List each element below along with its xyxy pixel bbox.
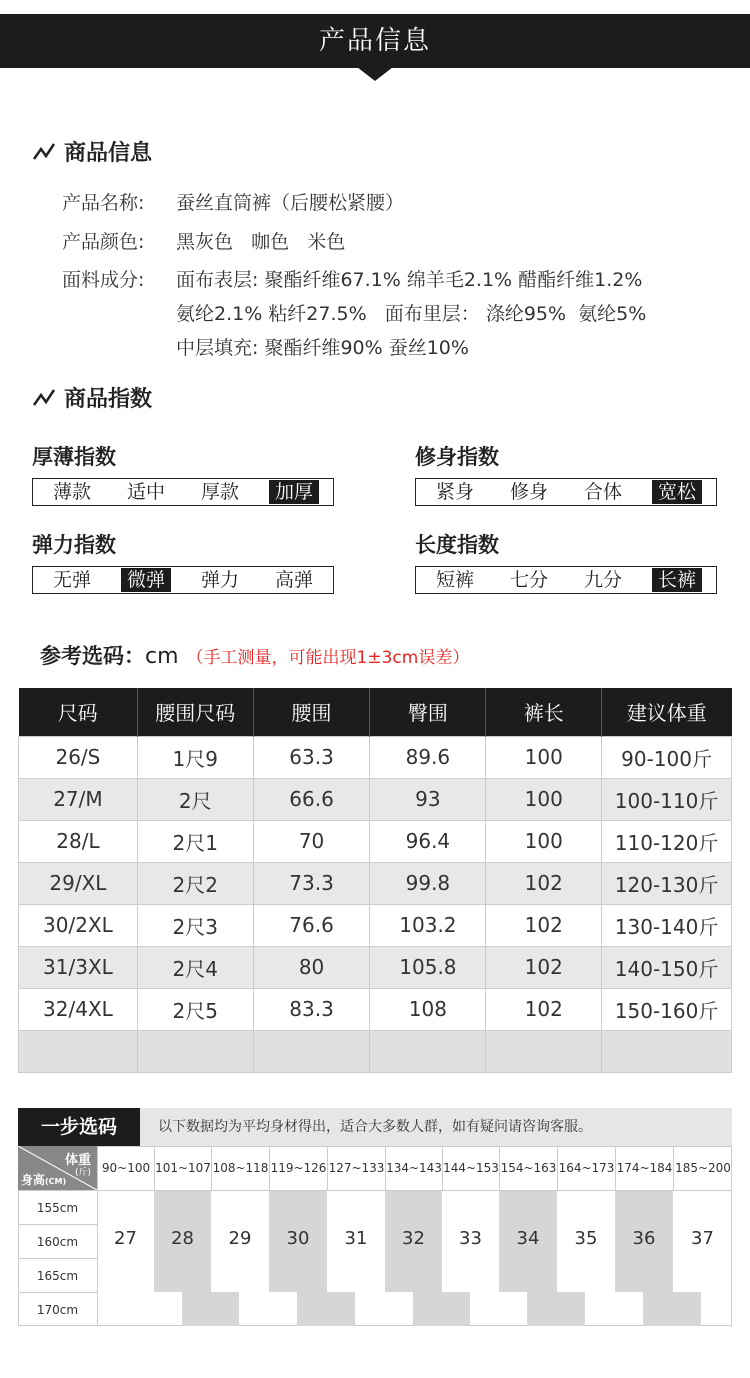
recommended-size: 35 xyxy=(574,1228,598,1249)
size-shade-step xyxy=(527,1292,557,1326)
recommended-size: 30 xyxy=(286,1228,310,1249)
size-table-cell: 100 xyxy=(486,736,602,778)
size-shade-step xyxy=(442,1292,470,1326)
size-table-cell: 100-110斤 xyxy=(602,778,732,820)
thickness-index-title: 厚薄指数 xyxy=(32,445,116,469)
size-table-cell: 110-120斤 xyxy=(602,820,732,862)
color-value: 黑灰色 咖色 米色 xyxy=(176,231,346,253)
header-cell: 腰围 xyxy=(253,688,370,736)
size-table-cell: 2尺4 xyxy=(137,946,253,988)
size-shade-step xyxy=(557,1292,585,1326)
size-table-cell: 102 xyxy=(486,904,602,946)
size-table-cell: 80 xyxy=(253,946,370,988)
size-table xyxy=(18,688,732,1073)
header-cell: 腰围尺码 xyxy=(137,688,253,736)
color-label: 产品颜色: xyxy=(62,231,145,253)
index-option: 九分 xyxy=(583,569,622,591)
fit-index-scale xyxy=(415,478,717,506)
size-table-cell: 102 xyxy=(486,862,602,904)
recommended-size: 36 xyxy=(632,1228,656,1249)
fabric-row xyxy=(62,265,642,292)
size-table-cell: 100 xyxy=(486,820,602,862)
weight-range-header: 134~143 xyxy=(385,1146,442,1190)
recommended-size: 29 xyxy=(228,1228,252,1249)
weight-range-header: 144~153 xyxy=(442,1146,499,1190)
recommended-size: 28 xyxy=(171,1228,194,1249)
fabric-line2: 氨纶2.1% 粘纤27.5% 面布里层： 涤纶95% 氨纶5% xyxy=(176,303,647,325)
fabric-label: 面料成分: xyxy=(62,269,145,291)
size-table-cell: 32/4XL xyxy=(19,988,138,1030)
size-table-row xyxy=(19,736,732,778)
color-row xyxy=(62,227,345,254)
index-option: 厚款 xyxy=(200,481,239,503)
index-option-active: 加厚 xyxy=(269,480,319,504)
size-table-cell: 120-130斤 xyxy=(602,862,732,904)
weight-unit: (斤) xyxy=(74,1168,91,1178)
weight-range-header: 90~100 xyxy=(97,1146,154,1190)
size-table-cell: 150-160斤 xyxy=(602,988,732,1030)
fabric-line3: 中层填充: 聚酯纤维90% 蚕丝10% xyxy=(176,337,469,359)
size-shade-step xyxy=(327,1292,355,1326)
size-table-cell: 108 xyxy=(370,988,486,1030)
size-table-cell: 63.3 xyxy=(253,736,370,778)
weight-range-header: 154~163 xyxy=(499,1146,557,1190)
size-shade-step xyxy=(673,1292,701,1326)
height-unit: (CM) xyxy=(45,1177,67,1186)
size-table-cell: 102 xyxy=(486,988,602,1030)
header-cell: 裤长 xyxy=(486,688,602,736)
trend-icon xyxy=(32,387,56,409)
size-table-row xyxy=(19,778,732,820)
index-option-active: 宽松 xyxy=(652,480,702,504)
weight-range-header: 127~133 xyxy=(327,1146,385,1190)
name-row xyxy=(62,188,404,215)
recommended-size: 37 xyxy=(691,1228,714,1249)
size-table-cell: 2尺5 xyxy=(137,988,253,1030)
indices-title-text: 商品指数 xyxy=(64,387,153,412)
weight-range-header: 101~107 xyxy=(154,1146,211,1190)
weight-label: 体重 xyxy=(64,1153,91,1168)
size-table-row xyxy=(19,988,732,1030)
index-option: 薄款 xyxy=(52,481,91,503)
header-cell: 尺码 xyxy=(19,688,138,736)
recommended-size: 34 xyxy=(516,1228,540,1249)
step-chart-tag: 一步选码 xyxy=(18,1108,140,1146)
index-option: 七分 xyxy=(509,569,548,591)
size-table-cell: 103.2 xyxy=(370,904,486,946)
recommended-size: 31 xyxy=(344,1228,368,1249)
size-table-cell: 70 xyxy=(253,820,370,862)
stretch-index-title: 弹力指数 xyxy=(32,533,116,557)
size-shade-step xyxy=(297,1292,327,1326)
size-table-header xyxy=(19,688,732,736)
index-option: 适中 xyxy=(126,481,165,503)
size-table-cell: 130-140斤 xyxy=(602,904,732,946)
height-row-label: 160cm xyxy=(18,1224,97,1258)
weight-range-header: 119~126 xyxy=(269,1146,327,1190)
height-row-label: 170cm xyxy=(18,1292,97,1326)
size-shade-step xyxy=(413,1292,442,1326)
size-table-cell: 100 xyxy=(486,778,602,820)
size-table-row xyxy=(19,904,732,946)
recommended-size: 32 xyxy=(402,1228,425,1249)
size-table-cell: 102 xyxy=(486,946,602,988)
trend-icon xyxy=(32,141,56,163)
size-table-cell: 90-100斤 xyxy=(602,736,732,778)
weight-range-header: 174~184 xyxy=(615,1146,673,1190)
stretch-index-scale xyxy=(32,566,334,594)
size-table-cell: 2尺2 xyxy=(137,862,253,904)
weight-range-header: 185~200 xyxy=(673,1146,732,1190)
height-label xyxy=(21,1171,66,1188)
size-table-cell: 93 xyxy=(370,778,486,820)
size-table-cell: 105.8 xyxy=(370,946,486,988)
size-table-empty-row xyxy=(19,1030,732,1072)
index-option: 紧身 xyxy=(435,481,474,503)
size-table-cell xyxy=(137,1030,253,1072)
size-shade-step xyxy=(643,1292,673,1326)
size-table-cell: 2尺1 xyxy=(137,820,253,862)
height-label-text: 身高 xyxy=(21,1173,46,1187)
index-option: 合体 xyxy=(583,481,622,503)
size-reference-label: 参考选码： xyxy=(40,644,145,668)
grid-divider xyxy=(97,1146,98,1326)
weight-range-header: 108~118 xyxy=(211,1146,269,1190)
recommended-size: 27 xyxy=(114,1228,137,1249)
size-table-cell: 76.6 xyxy=(253,904,370,946)
index-option: 无弹 xyxy=(52,569,91,591)
index-option: 高弹 xyxy=(274,569,313,591)
size-table-cell xyxy=(253,1030,370,1072)
indices-title xyxy=(32,382,152,413)
size-reference-note: （手工测量，可能出现1±3cm误差） xyxy=(186,648,470,668)
size-table-row xyxy=(19,946,732,988)
index-option-active: 微弹 xyxy=(121,568,171,592)
height-row-label: 165cm xyxy=(18,1258,97,1292)
step-chart-description: 以下数据均为平均身材得出，适合大多数人群，如有疑问请咨询客服。 xyxy=(158,1119,592,1135)
size-table-cell: 99.8 xyxy=(370,862,486,904)
weight-range-header: 164~173 xyxy=(557,1146,615,1190)
header-cell: 建议体重 xyxy=(602,688,732,736)
size-reference-unit: cm xyxy=(145,644,179,669)
size-table-cell: 28/L xyxy=(19,820,138,862)
size-table-cell: 29/XL xyxy=(19,862,138,904)
size-table-cell: 140-150斤 xyxy=(602,946,732,988)
length-index-title: 长度指数 xyxy=(415,533,499,557)
fit-index-title: 修身指数 xyxy=(415,445,499,469)
size-table-cell xyxy=(19,1030,138,1072)
size-table-cell: 66.6 xyxy=(253,778,370,820)
size-reference xyxy=(40,640,469,670)
size-shade-step xyxy=(182,1292,211,1326)
size-table-cell: 31/3XL xyxy=(19,946,138,988)
fabric-line1: 面布表层: 聚酯纤维67.1% 绵羊毛2.1% 醋酯纤维1.2% xyxy=(176,269,643,291)
step-chart-corner xyxy=(18,1146,97,1190)
size-shade-step xyxy=(211,1292,239,1326)
product-info-title-text: 商品信息 xyxy=(64,141,153,166)
index-option: 修身 xyxy=(509,481,548,503)
size-table-cell: 30/2XL xyxy=(19,904,138,946)
recommended-size: 33 xyxy=(459,1228,482,1249)
index-option: 短裤 xyxy=(435,569,474,591)
index-option-active: 长裤 xyxy=(652,568,702,592)
size-table-row xyxy=(19,820,732,862)
size-table-cell xyxy=(602,1030,732,1072)
banner-arrow xyxy=(357,67,393,81)
size-table-cell xyxy=(370,1030,486,1072)
size-table-cell: 83.3 xyxy=(253,988,370,1030)
header-cell: 臀围 xyxy=(370,688,486,736)
size-table-cell: 26/S xyxy=(19,736,138,778)
size-table-cell xyxy=(486,1030,602,1072)
size-table-cell: 2尺 xyxy=(137,778,253,820)
page-banner: 产品信息 xyxy=(0,14,750,68)
size-table-cell: 73.3 xyxy=(253,862,370,904)
name-value: 蚕丝直筒裤（后腰松紧腰） xyxy=(176,192,405,214)
size-table-cell: 2尺3 xyxy=(137,904,253,946)
size-table-cell: 96.4 xyxy=(370,820,486,862)
height-row-label: 155cm xyxy=(18,1190,97,1224)
length-index-scale xyxy=(415,566,717,594)
size-table-cell: 1尺9 xyxy=(137,736,253,778)
size-table-cell: 89.6 xyxy=(370,736,486,778)
index-option: 弹力 xyxy=(200,569,239,591)
thickness-index-scale xyxy=(32,478,334,506)
size-table-row xyxy=(19,862,732,904)
name-label: 产品名称: xyxy=(62,192,145,214)
product-info-title xyxy=(32,136,152,167)
grid-divider xyxy=(18,1190,732,1191)
size-table-cell: 27/M xyxy=(19,778,138,820)
